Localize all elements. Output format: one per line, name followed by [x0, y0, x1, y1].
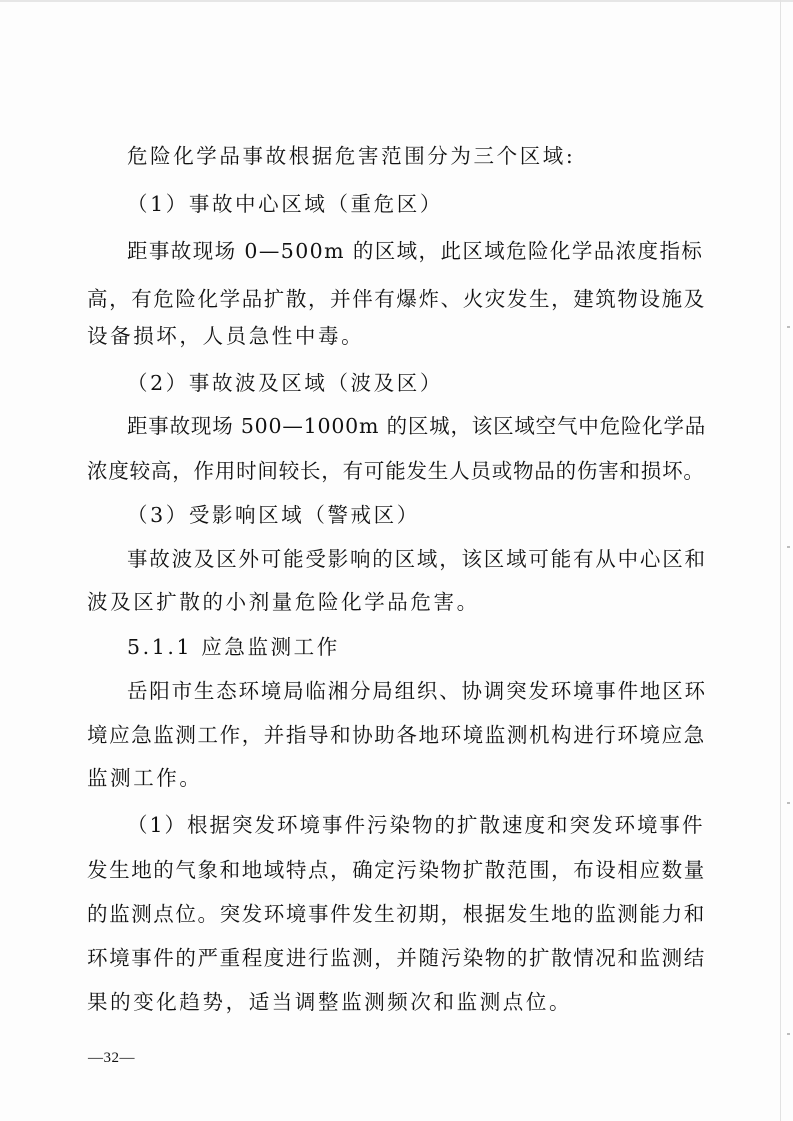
scan-edge-right [780, 0, 781, 1121]
scan-speck [787, 1033, 790, 1035]
paragraph-line: 事故波及区外可能受影响的区域，该区域可能有从中心区和 [127, 547, 707, 571]
paragraph-line: 浓度较高，作用时间较长，有可能发生人员或物品的伤害和损坏。 [87, 459, 705, 483]
paragraph-line: 高，有危险化学品扩散，并伴有爆炸、火灾发生，建筑物设施及 [87, 287, 706, 311]
paragraph-line: （2）事故波及区域（波及区） [127, 371, 443, 395]
paragraph-line: （3）受影响区域（警戒区） [127, 503, 420, 527]
scan-speck [787, 546, 790, 548]
paragraph-line: 危险化学品事故根据危害范围分为三个区域: [127, 144, 576, 168]
scan-speck [787, 326, 790, 328]
paragraph-line: 波及区扩散的小剂量危险化学品危害。 [87, 590, 480, 614]
paragraph-line: （1）根据突发环境事件污染物的扩散速度和突发环境事件 [127, 813, 705, 837]
paragraph-line: 的监测点位。突发环境事件发生初期，根据发生地的监测能力和 [87, 902, 706, 926]
scan-speck [787, 802, 790, 804]
scan-edge-top [0, 0, 793, 2]
paragraph-line: 发生地的气象和地域特点，确定污染物扩散范围，布设相应数量 [87, 858, 706, 882]
paragraph-line: 距事故现场 500—1000m 的区城，该区域空气中危险化学品 [127, 414, 707, 438]
paragraph-line: 距事故现场 0—500m 的区域，此区域危险化学品浓度指标 [127, 239, 704, 263]
page-number: —32— [88, 1050, 135, 1066]
paragraph-line: （1）事故中心区域（重危区） [127, 192, 443, 216]
paragraph-line: 设备损坏，人员急性中毒。 [87, 324, 365, 348]
paragraph-line: 环境事件的严重程度进行监测，并随污染物的扩散情况和监测结 [87, 946, 706, 970]
paragraph-line: 岳阳市生态环境局临湘分局组织、协调突发环境事件地区环 [127, 679, 707, 703]
paragraph-line: 境应急监测工作，并指导和协助各地环境监测机构进行环境应急 [87, 723, 706, 747]
section-heading: 5.1.1 应急监测工作 [127, 635, 340, 659]
paragraph-line: 监测工作。 [87, 766, 203, 790]
paragraph-line: 果的变化趋势，适当调整监测频次和监测点位。 [87, 990, 573, 1014]
